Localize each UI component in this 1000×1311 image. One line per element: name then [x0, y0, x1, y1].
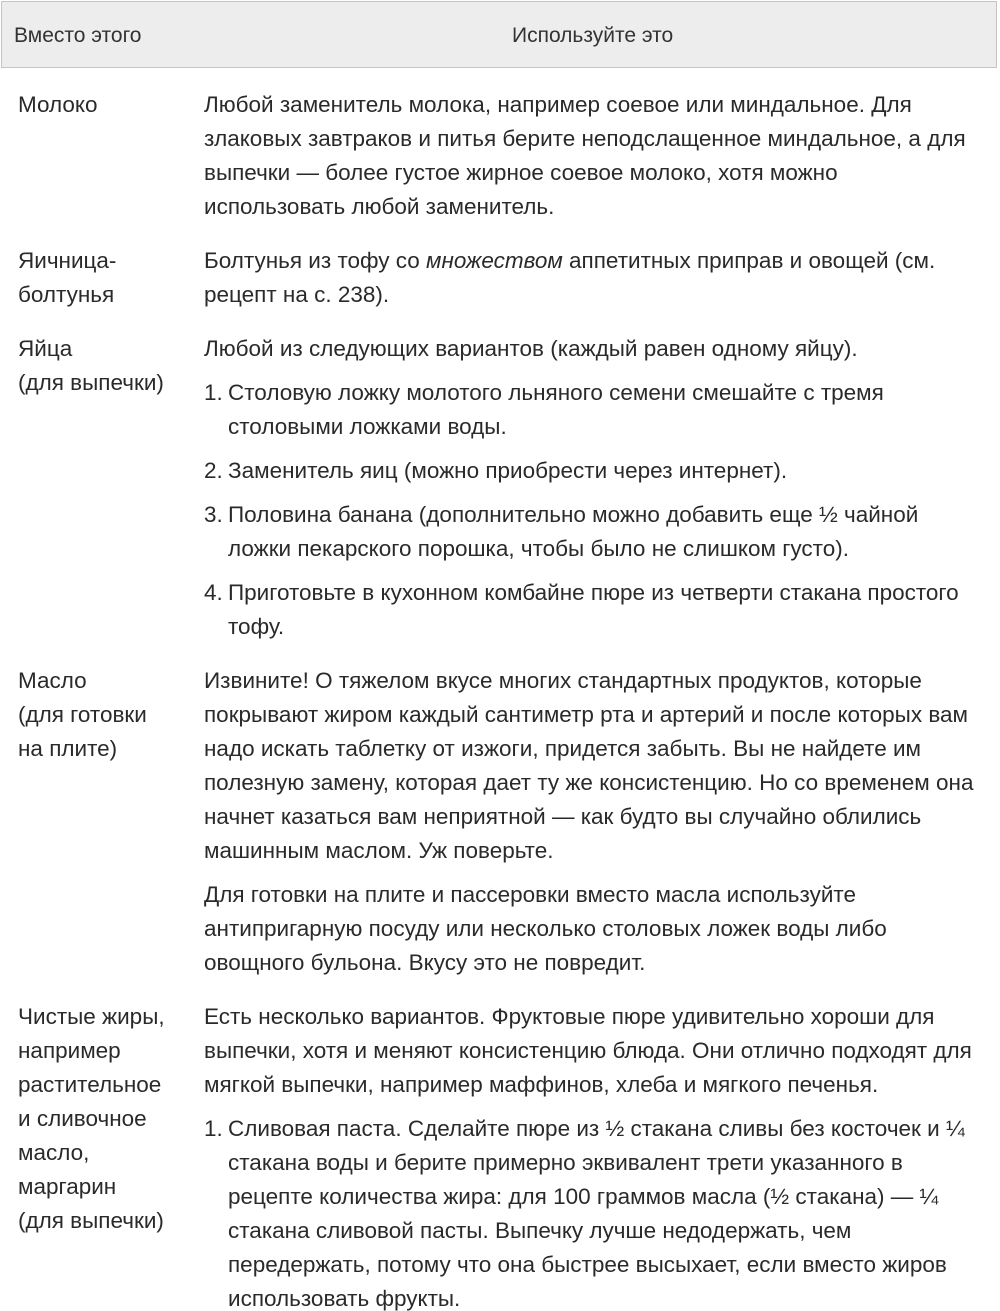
row-paragraph: Извините! О тяжелом вкусе многих стандартных продуктов, которые покрывают жиром каждый сантиметр рта и артерий и после которых вам надо искать таблетку от изжоги, придется забыть. Вы не найдете им полезную замену, которая дает ту же консистенцию. Но со временем она начнет казаться вам неприятной — как будто вы случайно облились машинным маслом. Уж поверьте. [204, 668, 974, 863]
row-label-line: маргарин [18, 1174, 117, 1199]
row-label [0, 332, 204, 644]
row-label-line: Молоко [18, 92, 98, 117]
list-item [204, 1112, 984, 1311]
row-label [0, 88, 204, 224]
list-number: 1. [204, 1116, 223, 1141]
row-paragraph: Для готовки на плите и пассеровки вместо масла используйте антипригарную посуду или несколько столовых ложек воды либо овощного бульона. Вкусу это не повредит. [204, 882, 887, 975]
row-label-line: Яйца [18, 336, 73, 361]
row-content [204, 332, 984, 644]
emphasis-text: множеством [426, 248, 563, 273]
row-intro: Есть несколько вариантов. Фруктовые пюре удивительно хороши для выпечки, хотя и меняют консистенцию блюда. Они отлично подходят для мягкой выпечки, например маффинов, хлеба и мягкого печенья. [204, 1004, 972, 1097]
row-label [0, 244, 204, 312]
row-label-line: масло, [18, 1140, 90, 1165]
row-label-line: растительное [18, 1072, 162, 1097]
row-label-line: болтунья [18, 282, 115, 307]
table-row-eggs-baking [0, 332, 1000, 644]
table-header [1, 1, 997, 68]
text-run: Болтунья из тофу со [204, 248, 427, 273]
list-text: Приготовьте в кухонном комбайне пюре из четверти стакана простого тофу. [228, 580, 959, 639]
row-label-line: (для выпечки) [18, 370, 164, 395]
list-item [204, 576, 984, 644]
row-label-line: (для выпечки) [18, 1208, 164, 1233]
list-text: Сливовая паста. Сделайте пюре из ½ стакана сливы без косточек и ¼ стакана воды и берите примерно эквивалент трети указанного в рецепте количества жира: для 100 граммов масла (½ стакана) — ¼ стакана сливовой пасты. Выпечку лучше недодержать, чем передержать, потому что она быстрее высыхает, если вместо жиров использовать фрукты. [228, 1116, 965, 1311]
row-paragraph: Любой заменитель молока, например соевое или миндальное. Для злаковых завтраков и питья берите неподслащенное миндальное, а для выпечки — более густое жирное соевое молоко, хотя можно использовать любой заменитель. [204, 92, 966, 219]
row-label-line: Яичница- [18, 248, 117, 273]
list-number: 2. [204, 458, 223, 483]
header-use-this: Используйте это [512, 24, 674, 47]
table-row-fats-baking [0, 1000, 1000, 1311]
table-row-scrambled-eggs [0, 244, 1000, 312]
table-row-milk [0, 88, 1000, 224]
row-label-line: (для готовки [18, 702, 147, 727]
row-content [204, 244, 984, 312]
list-item [204, 498, 984, 566]
substitution-table [0, 88, 1000, 1311]
row-label-line: Чистые жиры, [18, 1004, 165, 1029]
row-content [204, 1000, 984, 1311]
list-text: Заменитель яиц (можно приобрести через интернет). [228, 458, 788, 483]
row-label-line: например [18, 1038, 121, 1063]
header-instead-of: Вместо этого [14, 24, 142, 47]
row-label [0, 664, 204, 980]
list-number: 3. [204, 502, 223, 527]
list-item [204, 376, 984, 444]
text-run: аппетитных приправ и овощей (см. рецепт на с. 238). [204, 248, 936, 307]
row-paragraph [204, 244, 984, 312]
row-content [204, 664, 984, 980]
row-content [204, 88, 984, 224]
list-text: Половина банана (дополнительно можно добавить еще ½ чайной ложки пекарского порошка, чтобы было не слишком густо). [228, 502, 919, 561]
list-number: 4. [204, 580, 223, 605]
row-label-line: и сливочное [18, 1106, 147, 1131]
table-row-butter-stovetop [0, 664, 1000, 980]
list-item [204, 454, 984, 488]
list-number: 1. [204, 380, 223, 405]
list-text: Столовую ложку молотого льняного семени смешайте с тремя столовыми ложками воды. [228, 380, 884, 439]
row-label-line: Масло [18, 668, 87, 693]
row-intro: Любой из следующих вариантов (каждый равен одному яйцу). [204, 336, 858, 361]
row-label-line: на плите) [18, 736, 118, 761]
row-label [0, 1000, 204, 1311]
